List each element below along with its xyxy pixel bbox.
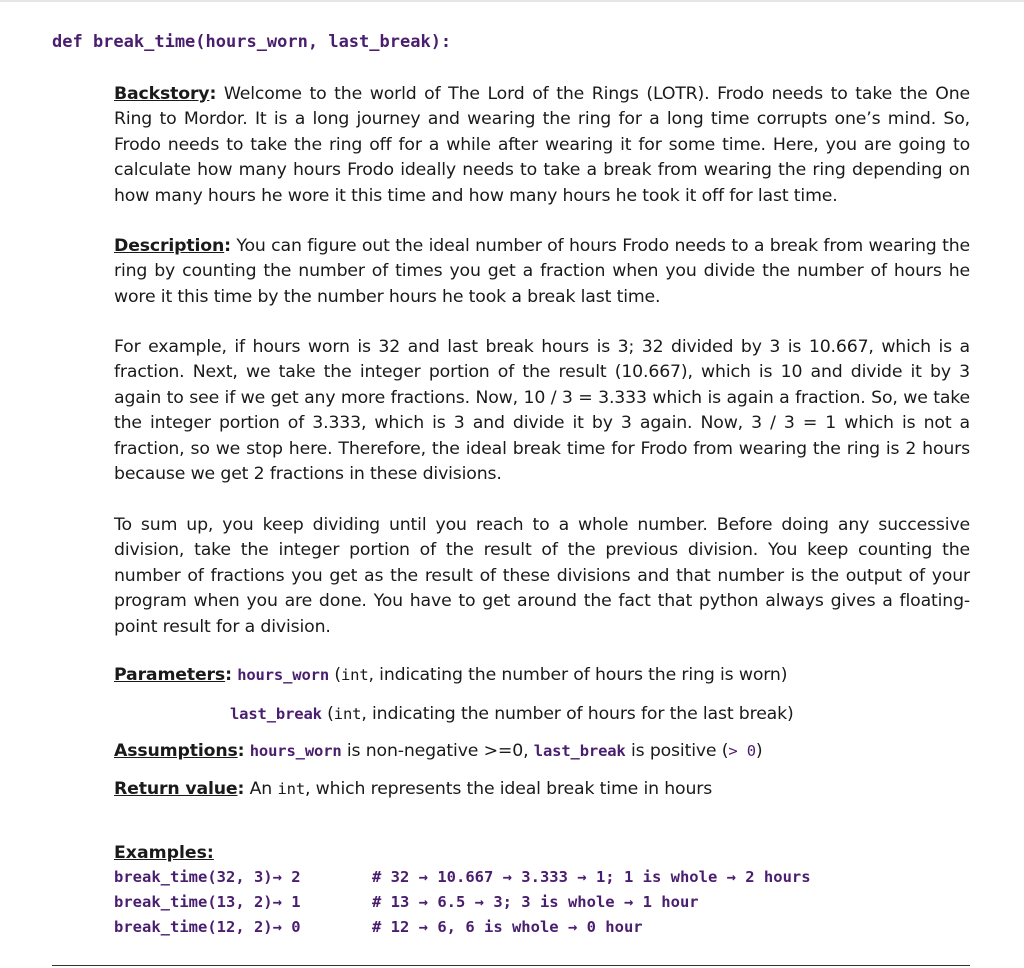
description-label: Description — [114, 236, 225, 256]
param-last-break: last_break — [230, 705, 322, 723]
description-paragraph: Description: You can figure out the ideal number of hours Frodo needs to a break from wearing the ring by counting the number of times you get a fraction when you divide the number of hours he wore it this time by the number hours he took a break last time. — [114, 236, 970, 307]
function-signature: def break_time(hours_worn, last_break): — [52, 32, 452, 52]
backstory-text: Welcome to the world of The Lord of the Rings (LOTR). Frodo needs to take the One Ring to Mordor. It is a long journey and wearing the ring for a long time corrupts one’s mind. So, Frodo needs to take the ring off for a while after wearing it for some time. Here, you are going to calculate how many hours Frodo ideally needs to take a break from wearing the ring depending on how many hours he wore it this time and how many hours he took it off for last time. — [114, 84, 970, 206]
return-value-line: Return value: An int, which represents the ideal break time in hours — [114, 779, 713, 799]
parameters-line-1: Parameters: hours_worn (int, indicating the number of hours the ring is worn) — [114, 665, 788, 685]
example-comment: # 32 → 10.667 → 3.333 → 1; 1 is whole → 2 hours — [372, 868, 811, 886]
example-call: break_time(13, 2)→ 1 — [114, 893, 301, 911]
example-call: break_time(12, 2)→ 0 — [114, 918, 301, 936]
param-hours-worn: hours_worn — [237, 666, 330, 684]
example-call: break_time(32, 3)→ 2 — [114, 868, 301, 886]
example-comment: # 13 → 6.5 → 3; 3 is whole → 1 hour — [372, 893, 699, 911]
assumptions-label: Assumptions — [114, 741, 238, 761]
description-text: You can figure out the ideal number of hours Frodo needs to a break from wearing the ring by counting the number of times you get a fraction when you divide the number of hours he wore it this time by the number hours he took a break last time. — [114, 236, 970, 307]
parameters-label: Parameters — [114, 665, 226, 685]
summary-paragraph: To sum up, you keep dividing until you reach to a whole number. Before doing any successive division, take the integer portion of the result of the previous division. You keep counting the number of fractions you get as the result of these divisions and that number is the output of your program when you are done. You have to get around the fact that python always gives a floating-point result for a division. — [114, 515, 970, 637]
assumptions-line: Assumptions: hours_worn is non-negative >=0, last_break is positive (> 0) — [114, 741, 763, 761]
bottom-divider — [52, 965, 970, 966]
backstory-label: Backstory — [114, 84, 210, 104]
example-comment: # 12 → 6, 6 is whole → 0 hour — [372, 918, 643, 936]
parameters-line-2: last_break (int, indicating the number of hours for the last break) — [230, 704, 794, 724]
return-value-label: Return value — [114, 779, 238, 799]
example-paragraph: For example, if hours worn is 32 and last break hours is 3; 32 divided by 3 is 10.667, which is a fraction. Next, we take the integer portion of the result (10.667), which is 10 and divide it by 3 again to see if we get any more fractions. Now, 10 / 3 = 3.333 which is again a fraction. So, we take the integer portion of 3.333, which is 3 and divide it by 3 again. Now, 3 / 3 = 1 which is not a fraction, so we stop here. Therefore, the ideal break time for Frodo from wearing the ring is 2 hours because we get 2 fractions in these divisions. — [114, 337, 970, 485]
examples-title: Examples: — [114, 843, 214, 863]
backstory-paragraph: Backstory: Welcome to the world of The Lord of the Rings (LOTR). Frodo needs to take the One Ring to Mordor. It is a long journey and wearing the ring for a long time corrupts one’s mind. So, Frodo needs to take the ring off for a while after wearing it for some time. Here, you are going to calculate how many hours Frodo ideally needs to take a break from wearing the ring depending on how many hours he wore it this time and how many hours he took it off for last time. — [114, 84, 970, 206]
top-divider — [0, 0, 1024, 2]
